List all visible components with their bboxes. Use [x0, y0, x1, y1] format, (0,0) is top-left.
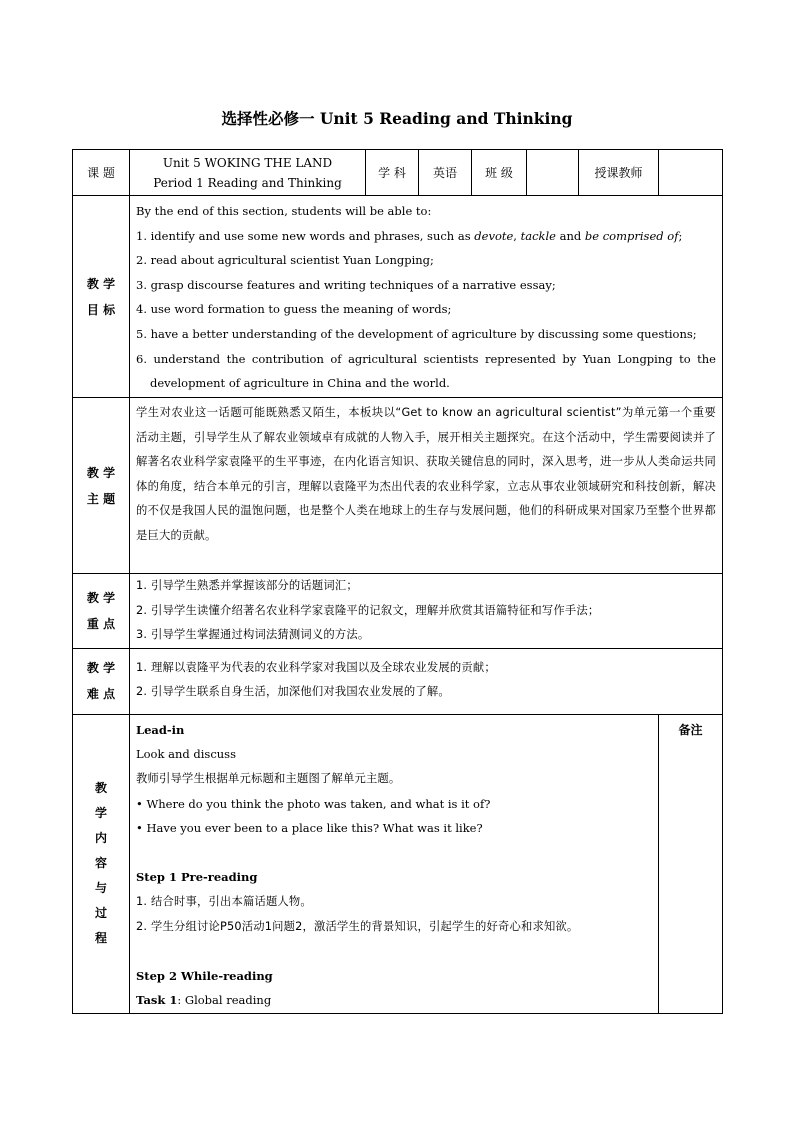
course-value-line2: Period 1 Reading and Thinking: [153, 175, 342, 190]
key-point-item: 2. 引导学生读懂介绍著名农业科学家袁隆平的记叙文，理解并欣赏其语篇特征和写作手法；: [136, 603, 600, 617]
class-value: [527, 150, 579, 196]
lesson-plan-table: [72, 149, 723, 1014]
header-row: [73, 150, 723, 196]
key-point-item: 3. 引导学生掌握通过构词法猜测词义的方法。: [136, 628, 370, 642]
objectives-label: 教 学 目 标: [73, 196, 130, 398]
objectives-row: [73, 196, 723, 398]
key-points-content: [130, 574, 723, 649]
course-label: 课 题: [73, 150, 130, 196]
task1-line: Task 1: Global reading: [136, 993, 272, 1008]
theme-content: 学生对农业这一话题可能既熟悉又陌生，本板块以“Get to know an agricultural scientist”为单元第一个重要活动主题，引导学生从了解农业领域卓有成就的人物入手，展开相关主题探究。在这个活动中，学生需要阅读并了解著名农业科学家袁隆平的生平事迹，在内化语言知识、获取关键信息的同时，深入思考，进一步从人类命运共同体的角度，结合本单元的引言，理解以袁隆平为杰出代表的农业科学家，立志从事农业领域研究和科技创新，解决的不仅是我国人民的温饱问题，也是整个人类在地球上的生存与发展问题，他们的科研成果对国家乃至整个世界都是巨大的贡献。: [130, 398, 723, 574]
key-points-label: 教 学 重 点: [73, 574, 130, 649]
difficulties-label: 教 学 难 点: [73, 648, 130, 714]
teacher-label: 授课教师: [579, 150, 659, 196]
process-label: 教 学 内 容 与 过 程: [73, 714, 130, 1013]
lead-in-title: Lead-in: [136, 722, 185, 737]
objectives-intro: By the end of this section, students will be able to:: [136, 204, 432, 218]
remarks-column: 备注: [659, 714, 723, 1013]
step2-title: Step 2 While-reading: [136, 968, 273, 983]
difficulties-row: [73, 648, 723, 714]
discussion-question-1: • Where do you think the photo was taken, and what is it of?: [136, 796, 491, 811]
step1-title: Step 1 Pre-reading: [136, 870, 258, 885]
difficulties-content: [130, 648, 723, 714]
difficulty-item: 2. 引导学生联系自身生活，加深他们对我国农业发展的了解。: [136, 685, 450, 699]
step1-item-2: 2. 学生分组讨论P50活动1问题2，激活学生的背景知识，引起学生的好奇心和求知欲。: [136, 919, 579, 933]
objective-item-1: 1. identify and use some new words and phrases, such as devote, tackle and be comprised of;: [136, 228, 683, 243]
class-label: 班 级: [472, 150, 527, 196]
look-and-discuss: Look and discuss: [136, 747, 236, 762]
objective-item-4: 4. use word formation to guess the meaning of words;: [136, 302, 452, 317]
course-value: [130, 150, 366, 196]
discussion-question-2: • Have you ever been to a place like this? What was it like?: [136, 821, 483, 836]
course-value-line1: Unit 5 WOKING THE LAND: [162, 155, 333, 170]
objective-item-5: 5. have a better understanding of the development of agriculture by discussing some questions;: [136, 326, 697, 341]
difficulty-item: 1. 理解以袁隆平为代表的农业科学家对我国以及全球农业发展的贡献；: [136, 660, 496, 674]
subject-value: 英语: [419, 150, 472, 196]
objective-item-6: 6. understand the contribution of agricultural scientists represented by Yuan Longping to the development of agriculture in China and the world.: [136, 351, 716, 391]
key-points-row: [73, 574, 723, 649]
theme-row: [73, 398, 723, 574]
document-title: 选择性必修一 Unit 5 Reading and Thinking: [221, 109, 573, 128]
objective-item-2: 2. read about agricultural scientist Yuan Longping;: [136, 253, 434, 268]
objectives-content: [130, 196, 723, 398]
theme-label: 教 学 主 题: [73, 398, 130, 574]
step1-item-1: 1. 结合时事，引出本篇话题人物。: [136, 894, 312, 908]
process-content: [130, 714, 659, 1013]
lead-in-instruction: 教师引导学生根据单元标题和主题图了解单元主题。: [136, 771, 401, 785]
objective-item-3: 3. grasp discourse features and writing techniques of a narrative essay;: [136, 277, 556, 292]
key-point-item: 1. 引导学生熟悉并掌握该部分的话题词汇；: [136, 579, 358, 592]
subject-label: 学 科: [366, 150, 419, 196]
process-row: [73, 714, 723, 1013]
teacher-value: [659, 150, 723, 196]
